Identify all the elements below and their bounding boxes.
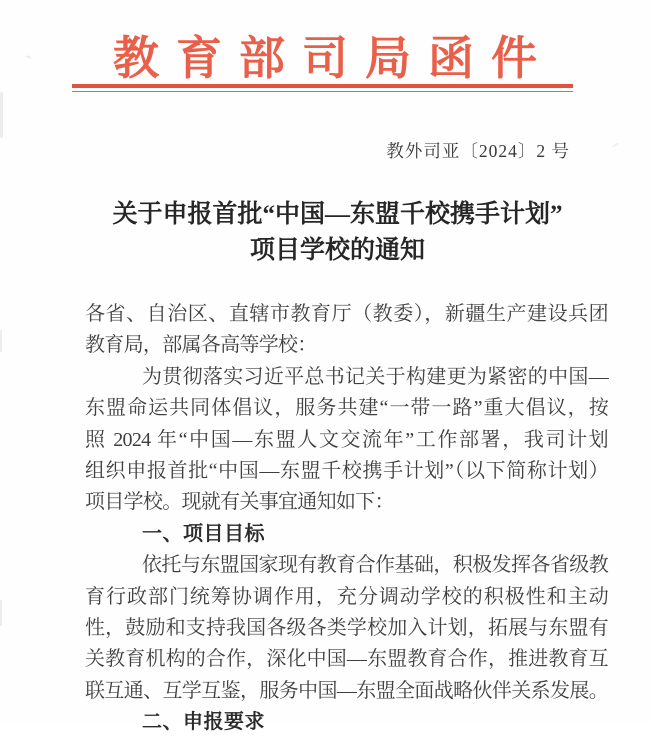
- body-line: 各省、自治区、直辖市教育厅（教委），新疆生产建设兵团: [85, 303, 608, 325]
- body-line: 东盟命运共同体倡议，服务共建“一带一路”重大倡议，按: [85, 397, 608, 420]
- section-heading-line: 二、申报要求: [142, 711, 265, 734]
- body-line: 育行政部门统筹协调作用，充分调动学校的积极性和主动: [85, 585, 608, 608]
- body-line: 联互通、互学互鉴，服务中国—东盟全面战略伙伴关系发展。: [85, 679, 608, 702]
- body-line: 组织申报首批“中国—东盟千校携手计划”（以下简称计划）: [85, 460, 608, 483]
- body-line: 照 2024 年“中国—东盟人文交流年”工作部署，我司计划: [85, 428, 608, 451]
- body-line: 性，鼓励和支持我国各级各类学校加入计划，拓展与东盟有: [85, 617, 608, 640]
- rule-thick-line: [72, 84, 573, 88]
- section-heading-line: 一、项目目标: [142, 522, 265, 545]
- document-title: [45, 197, 630, 269]
- document-body: [85, 299, 608, 739]
- rule-thin-line: [72, 91, 573, 93]
- letterhead-title: 教育部司局函件: [113, 33, 554, 84]
- scan-artifact: [0, 600, 2, 626]
- letterhead-rule: [72, 84, 573, 92]
- scan-artifact: [0, 330, 2, 352]
- body-line: 关教育机构的合作，深化中国—东盟教育合作，推进教育互: [85, 648, 608, 671]
- body-line: 教育局，部属各高等学校：: [85, 334, 317, 357]
- scan-artifact: [612, 142, 619, 147]
- doc-number: 教外司亚〔2024〕2 号: [386, 141, 570, 161]
- body-line: 依托与东盟国家现有教育合作基础，积极发挥各省级教: [142, 554, 608, 577]
- body-line: 为贯彻落实习近平总书记关于构建更为紧密的中国—: [142, 365, 608, 388]
- body-line: 项目学校。现就有关事宜通知如下：: [85, 491, 394, 514]
- document-title-line-2: 项目学校的通知: [249, 237, 425, 264]
- document-title-line-1: 关于申报首批“中国—东盟千校携手计划”: [112, 201, 563, 228]
- scan-artifact: [0, 92, 3, 138]
